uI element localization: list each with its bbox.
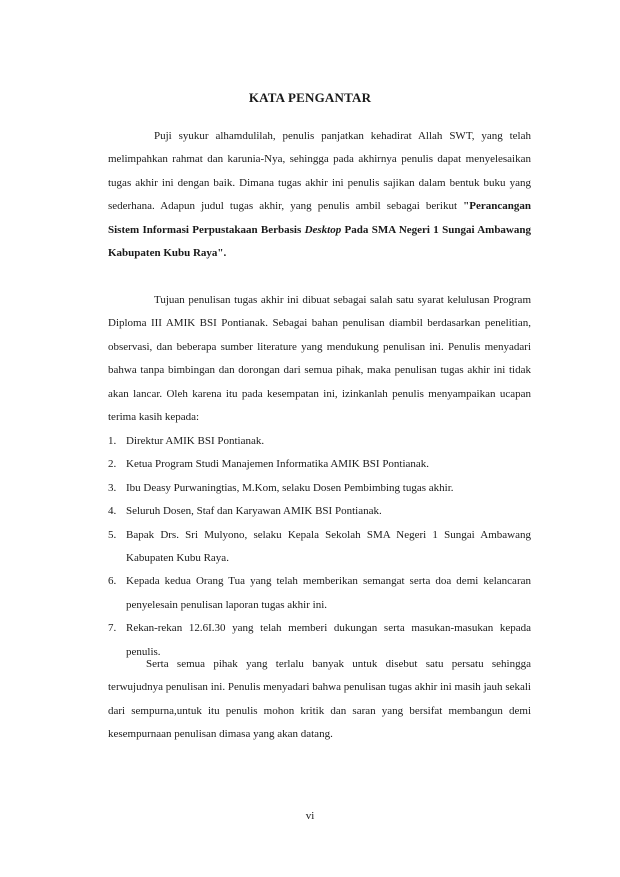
paragraph-intro xyxy=(108,125,531,265)
list-item xyxy=(108,524,531,571)
list-item-number: 3. xyxy=(108,481,117,494)
list-item-text: Ibu Deasy Purwaningtias, M.Kom, selaku Dosen Pembimbing tugas akhir. xyxy=(126,481,454,494)
thesis-title-part1: "Perancangan Sistem Informasi Perpustakaan Berbasis xyxy=(108,200,531,236)
list-item-number: 4. xyxy=(108,505,117,518)
list-item-number: 5. xyxy=(108,528,117,541)
list-item xyxy=(108,430,531,453)
body-text-upper xyxy=(108,125,531,265)
thesis-title-italic: Desktop xyxy=(304,223,342,236)
list-item-number: 1. xyxy=(108,435,117,447)
body-text-lower xyxy=(108,653,531,747)
list-item-text: Bapak Drs. Sri Mulyono, selaku Kepala Sekolah SMA Negeri 1 Sungai Ambawang Kabupaten Kubu Raya. xyxy=(126,528,531,565)
list-item-text: Seluruh Dosen, Staf dan Karyawan AMIK BSI Pontianak. xyxy=(126,505,382,518)
list-item xyxy=(108,453,531,476)
body-text-middle xyxy=(108,289,531,429)
page-title: KATA PENGANTAR xyxy=(248,90,372,105)
list-item-text: Ketua Program Studi Manajemen Informatika AMIK BSI Pontianak. xyxy=(126,458,430,471)
list-item-text: Rekan-rekan 12.6I.30 yang telah memberi dukungan serta masukan-masukan kepada penulis. xyxy=(126,622,531,658)
list-item xyxy=(108,500,531,523)
body-text-list xyxy=(108,430,531,664)
list-item-text: Kepada kedua Orang Tua yang telah memberikan semangat serta doa demi kelancaran penyelesain penulisan laporan tugas akhir ini. xyxy=(126,575,531,611)
list-item xyxy=(108,570,531,617)
list-item-number: 7. xyxy=(108,622,117,635)
paragraph-intro-lead: Puji syukur alhamdulilah, penulis panjatkan kehadirat Allah SWT, yang telah melimpahkan rahmat dan karunia-Nya, sehingga pada akhirnya penulis dapat menyelesaikan tugas akhir ini dengan baik. Dimana tugas akhir ini penulis sajikan dalam bentuk buku yang sederhana. Adapun judul tugas akhir, yang penulis ambil sebagai berikut xyxy=(108,130,531,213)
paragraph-purpose: Tujuan penulisan tugas akhir ini dibuat sebagai salah satu syarat kelulusan Program Diploma III AMIK BSI Pontianak. Sebagai bahan penulisan diambil berdasarkan penelitian, observasi, dan beberapa sumber literature yang mendukung penulisan ini. Penulis menyadari bahwa tanpa bimbingan dan dorongan dari semua pihak, maka penulisan tugas akhir ini tidak akan lancar. Oleh karena itu pada kesempatan ini, izinkanlah penulis menyampaikan ucapan terima kasih kepada: xyxy=(108,294,531,424)
thesis-title-part2: Pada SMA Negeri 1 Sungai Ambawang Kabupaten Kubu Raya". xyxy=(108,223,531,260)
list-item xyxy=(108,477,531,500)
list-item-number: 2. xyxy=(108,458,117,471)
list-item-text: Direktur AMIK BSI Pontianak. xyxy=(126,435,265,447)
thanks-list xyxy=(108,430,531,664)
page-number: vi xyxy=(305,810,315,822)
paragraph-closing: Serta semua pihak yang terlalu banyak untuk disebut satu persatu sehingga terwujudnya penulisan ini. Penulis menyadari bahwa penulisan tugas akhir ini masih jauh sekali dari sempurna,untuk itu penulis mohon kritik dan saran yang bersifat membangun demi kesempurnaan penulisan dimasa yang akan datang. xyxy=(108,658,531,741)
list-item-number: 6. xyxy=(108,575,117,588)
